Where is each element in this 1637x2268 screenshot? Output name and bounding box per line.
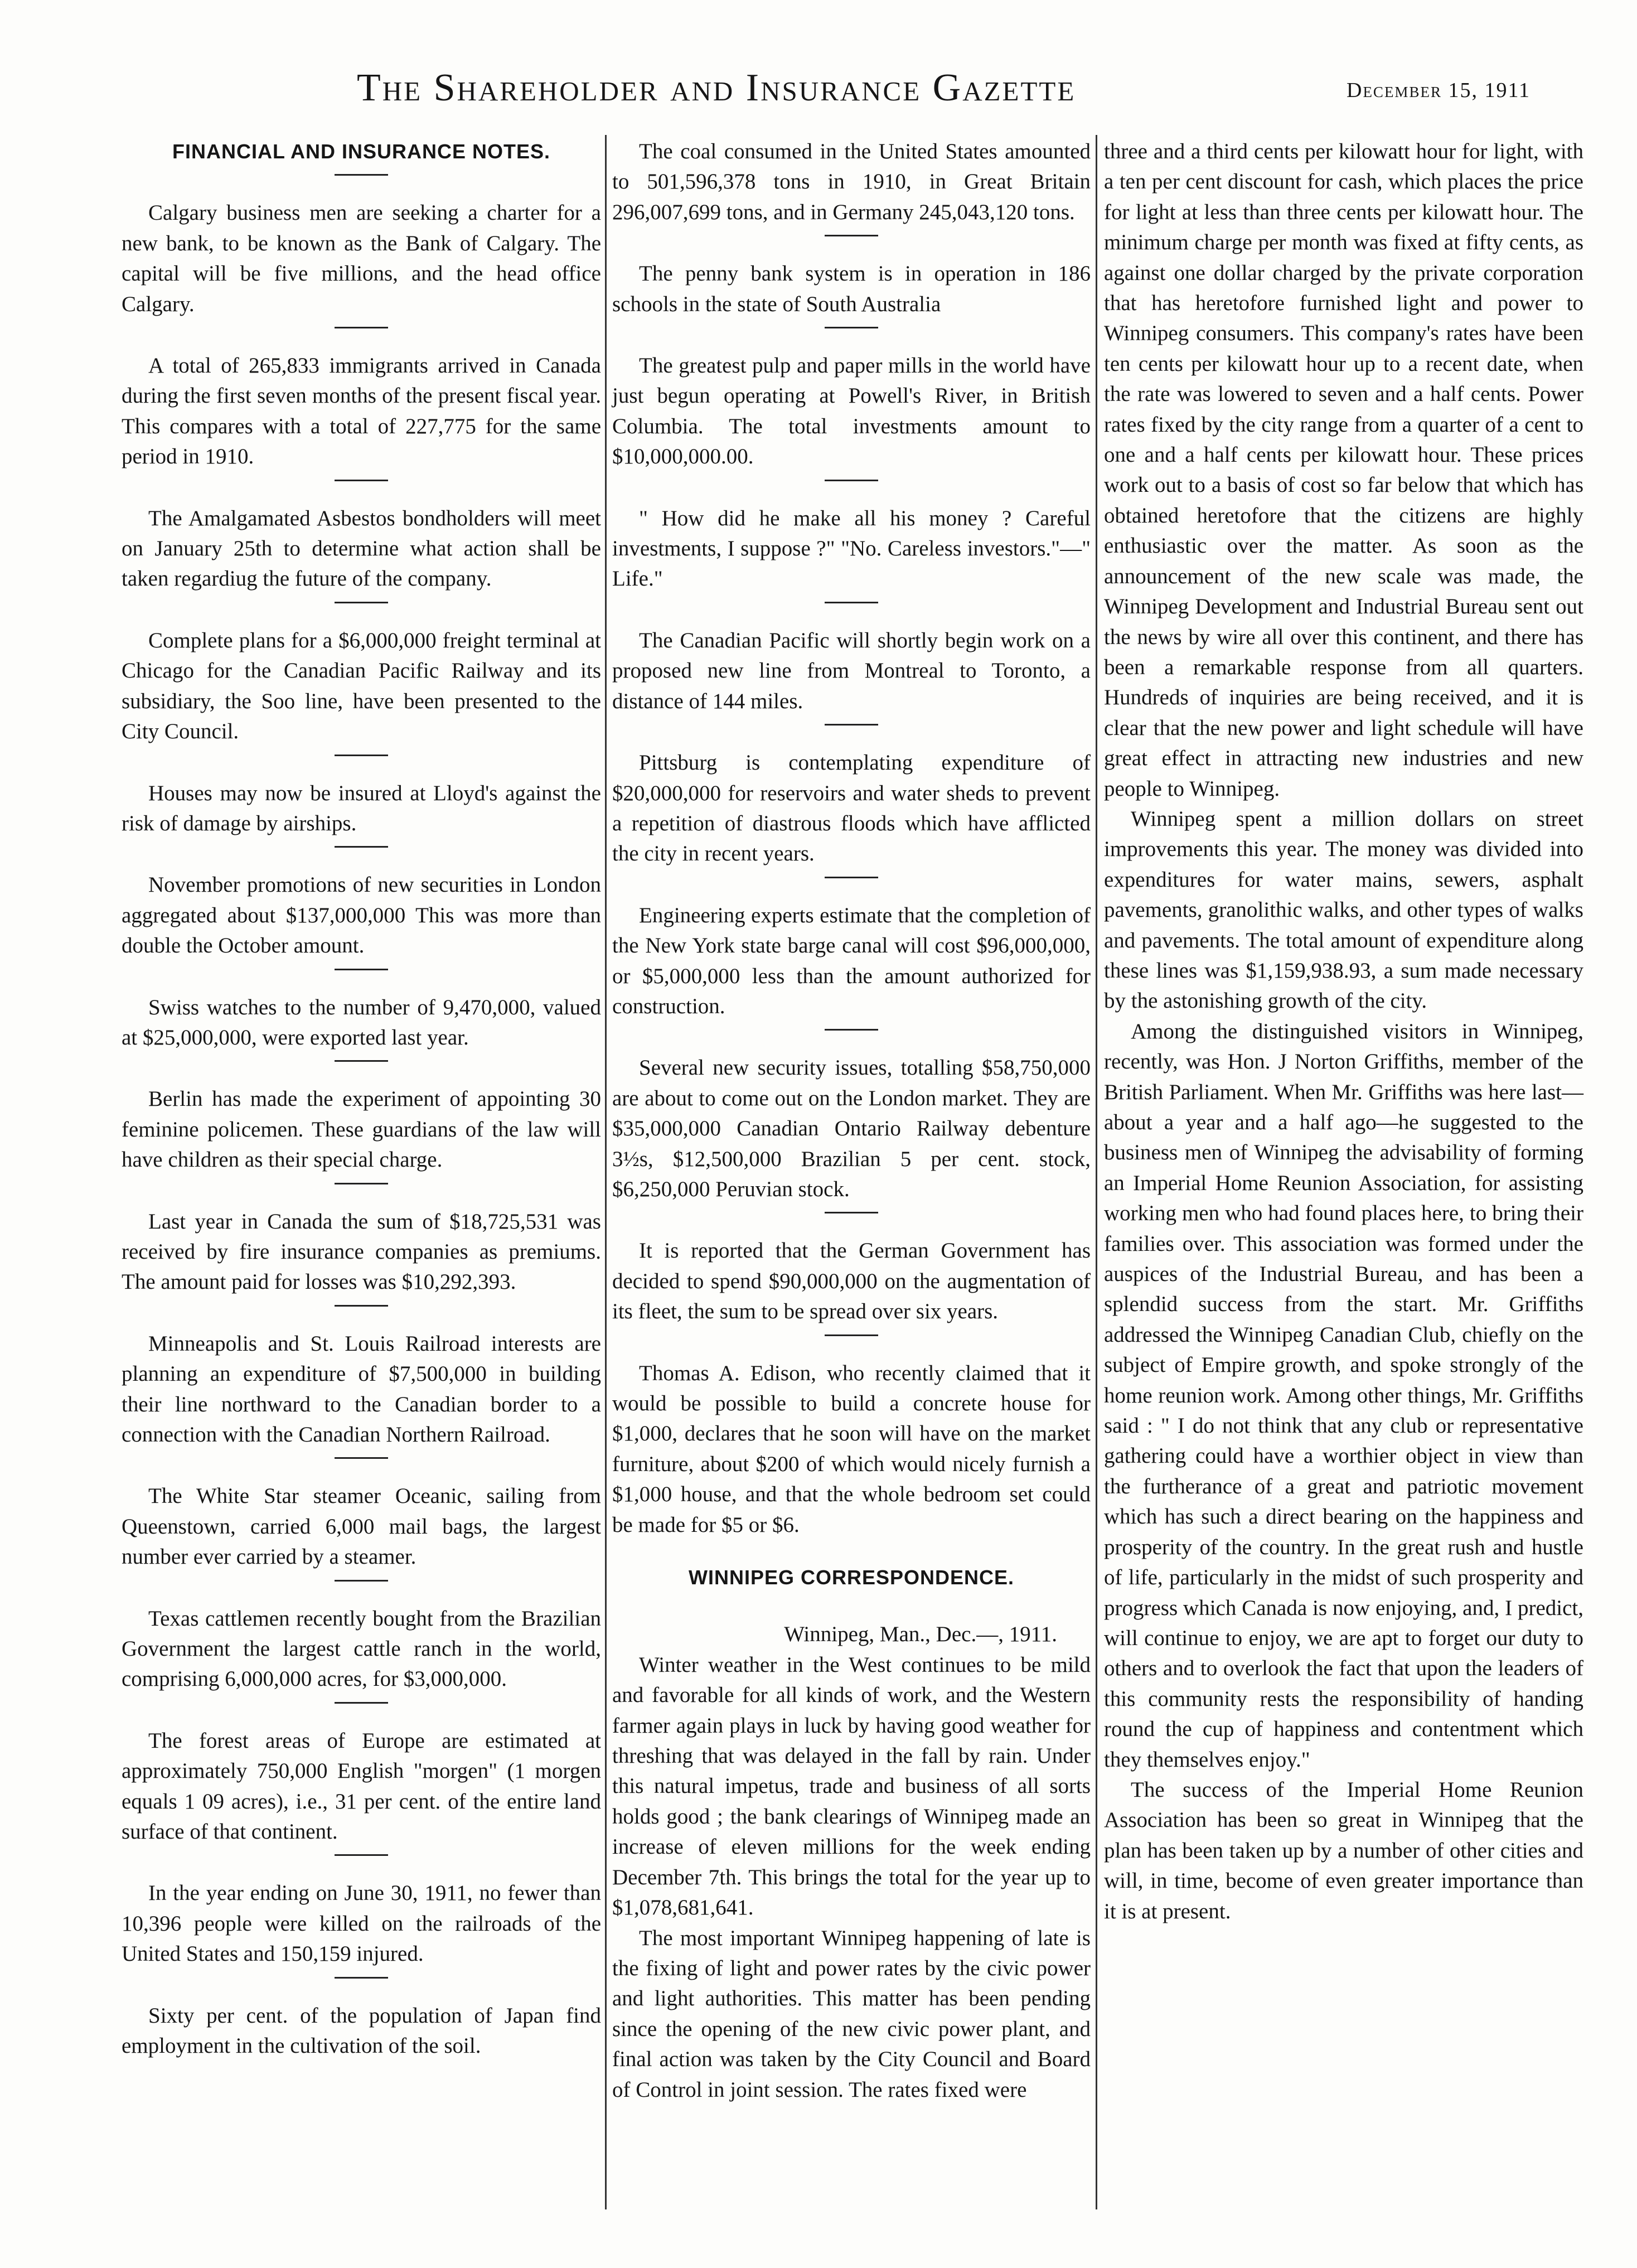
news-item: Pittsburg is contemplating expenditure of $20,000,000 for reservoirs and water sheds to prevent a repetition of diastrous floods which have afflicted the city in recent years.: [612, 751, 1091, 866]
column-notes-continued: [612, 137, 1091, 2105]
separator-rule: [335, 846, 388, 848]
section-heading: FINANCIAL AND INSURANCE NOTES.: [172, 140, 551, 163]
news-item: The Amalgamated Asbestos bondholders will meet on January 25th to determine what action shall be taken regardiug the future of the company.: [122, 506, 601, 591]
news-item: Berlin has made the experiment of appointing 30 feminine policemen. These guardians of the law will have children as their special charge.: [122, 1087, 601, 1172]
spacer: [612, 1540, 1091, 1563]
masthead-title: The Shareholder and Insurance Gazette: [357, 66, 1076, 109]
column-financial-notes: [122, 137, 601, 2062]
separator-rule: [825, 1334, 878, 1336]
separator-rule: [335, 1854, 388, 1856]
separator-rule: [335, 174, 388, 176]
separator-rule: [825, 1029, 878, 1031]
separator-rule: [335, 1977, 388, 1979]
separator-rule: [335, 480, 388, 481]
news-item: November promotions of new securities in London aggregated about $137,000,000 This was more than double the October amount.: [122, 873, 601, 958]
separator-rule: [825, 877, 878, 878]
news-item: " How did he make all his money ? Careful investments, I suppose ?" "No. Careless investors."—" Life.": [612, 506, 1091, 591]
news-item: The penny bank system is in operation in 186 schools in the state of South Australia: [612, 262, 1091, 316]
news-item: The forest areas of Europe are estimated at approximately 750,000 English "morgen" (1 morgen equals 1 09 acres), i.e., 31 per cent. of the entire land surface of that continent.: [122, 1728, 601, 1844]
column-rule: [605, 135, 607, 2209]
separator-rule: [335, 1060, 388, 1062]
issue-date: December 15, 1911: [1347, 79, 1531, 102]
news-item: The White Star steamer Oceanic, sailing from Queenstown, carried 6,000 mail bags, the largest number ever carried by a steamer.: [122, 1484, 601, 1569]
news-item: In the year ending on June 30, 1911, no fewer than 10,396 people were killed on the railroads of the United States and 150,159 injured.: [122, 1881, 601, 1966]
column-rule: [1096, 135, 1097, 2209]
separator-rule: [335, 969, 388, 970]
news-item: Swiss watches to the number of 9,470,000, valued at $25,000,000, were exported last year.: [122, 995, 601, 1050]
news-item: Complete plans for a $6,000,000 freight terminal at Chicago for the Canadian Pacific Railway and its subsidiary, the Soo line, have been presented to the City Council.: [122, 628, 601, 744]
news-item: The Canadian Pacific will shortly begin work on a proposed new line from Montreal to Toronto, a distance of 144 miles.: [612, 628, 1091, 713]
news-item: Houses may now be insured at Lloyd's against the risk of damage by airships.: [122, 781, 601, 835]
column-correspondence-continued: [1104, 137, 1583, 1927]
news-item: Texas cattlemen recently bought from the Brazilian Government the largest cattle ranch in the world, comprising 6,000,000 acres, for $3,000,000.: [122, 1606, 601, 1691]
separator-rule: [335, 1305, 388, 1307]
article-paragraph: Winnipeg spent a million dollars on street improvements this year. The money was divided into expenditures for water mains, sewers, asphalt pavements, granolithic walks, and other types of walks and pavements. The total amount of expenditure along these lines was $1,159,938.93, a sum made necessary by the astonishing growth of the city.: [1104, 806, 1583, 1013]
separator-rule: [335, 1702, 388, 1704]
news-item: The greatest pulp and paper mills in the world have just begun operating at Powell's River, in British Columbia. The total investments amount to $10,000,000.00.: [612, 354, 1091, 469]
separator-rule: [335, 1457, 388, 1459]
news-item: The coal consumed in the United States amounted to 501,596,378 tons in 1910, in Great Britain 296,007,699 tons, and in Germany 245,043,120 tons.: [612, 139, 1091, 224]
separator-rule: [335, 755, 388, 756]
separator-rule: [825, 327, 878, 328]
news-item: Thomas A. Edison, who recently claimed that it would be possible to build a concrete house for $1,000, declares that he soon will have on the market furniture, about $200 of which would nicely furnish a $1,000 house, and that the whole bedroom set could be made for $5 or $6.: [612, 1361, 1091, 1537]
separator-rule: [335, 602, 388, 603]
article-paragraph: Winter weather in the West continues to be mild and favorable for all kinds of work, and the Western farmer again plays in luck by having good weather for threshing that was delayed in the fall by rain. Under this natural impetus, trade and business of all sorts holds good ; the bank clearings of Winnipeg made an increase of eleven millions for the week ending December 7th. This brings the total for the year up to $1,078,681,641.: [612, 1652, 1091, 1920]
article-paragraph: The most important Winnipeg happening of late is the fixing of light and power rates by the civic power and light authorities. This matter has been pending since the opening of the new civic power plant, and final action was taken by the City Council and Board of Control in joint session. The rates fixed were: [612, 1926, 1091, 2102]
news-item: It is reported that the German Government has decided to spend $90,000,000 on the augmentation of its fleet, the sum to be spread over six years.: [612, 1239, 1091, 1324]
article-paragraph: The success of the Imperial Home Reunion Association has been so great in Winnipeg that the plan has been taken up by a number of other cities and will, in time, become of even greater importance than it is at present.: [1104, 1777, 1583, 1923]
news-item: Engineering experts estimate that the completion of the New York state barge canal will cost $96,000,000, or $5,000,000 less than the amount authorized for construction.: [612, 903, 1091, 1018]
separator-rule: [825, 1212, 878, 1213]
separator-rule: [825, 480, 878, 481]
news-item: A total of 265,833 immigrants arrived in Canada during the first seven months of the present fiscal year. This compares with a total of 227,775 for the same period in 1910.: [122, 354, 601, 469]
separator-rule: [335, 1183, 388, 1184]
spacer: [612, 1597, 1091, 1619]
news-item: Several new security issues, totalling $58,750,000 are about to come out on the London market. They are $35,000,000 Canadian Ontario Railway debenture 3½s, $12,500,000 Brazilian 5 per cent. stock, $6,250,000 Peruvian stock.: [612, 1056, 1091, 1201]
correspondence-heading: WINNIPEG CORRESPONDENCE.: [688, 1566, 1015, 1589]
news-item: Calgary business men are seeking a charter for a new bank, to be known as the Bank of Calgary. The capital will be five millions, and the head office Calgary.: [122, 201, 601, 316]
separator-rule: [825, 235, 878, 236]
news-item: Sixty per cent. of the population of Japan find employment in the cultivation of the soil.: [122, 2003, 601, 2058]
article-paragraph: three and a third cents per kilowatt hour for light, with a ten per cent discount for cash, which places the price for light at less than three cents per kilowatt hour. The minimum charge per month was fixed at fifty cents, as against one dollar charged by the private corporation that has heretofore furnished light and power to Winnipeg consumers. This company's rates have been ten cents per kilowatt hour up to a recent date, when the rate was lowered to seven and a half cents. Power rates fixed by the city range from a quarter of a cent to one and a half cents per kilowatt hour. These prices work out to a basis of cost so far below that which has obtained heretofore that the citizens are highly enthusiastic over the matter. As soon as the announcement of the new scale was made, the Winnipeg Development and Industrial Bureau sent out the news by wire all over this continent, and there has been a remarkable response from all quarters. Hundreds of inquiries are being received, and it is clear that the new power and light schedule will have great effect in attracting new industries and new people to Winnipeg.: [1104, 139, 1583, 801]
separator-rule: [825, 602, 878, 603]
separator-rule: [825, 724, 878, 726]
news-item: Last year in Canada the sum of $18,725,531 was received by fire insurance companies as premiums. The amount paid for losses was $10,292,393.: [122, 1209, 601, 1294]
article-paragraph: Among the distinguished visitors in Winnipeg, recently, was Hon. J Norton Griffiths, member of the British Parliament. When Mr. Griffiths was here last—about a year and a half ago—he suggested to the business men of Winnipeg the advisability of forming an Imperial Home Reunion Association, for assisting working men who had found places here, to bring their families over. This association was formed under the auspices of the Industrial Bureau, and has been a splendid success from the start. Mr. Griffiths addressed the Winnipeg Canadian Club, chiefly on the subject of Empire growth, and spoke strongly of the home reunion work. Among other things, Mr. Griffiths said : " I do not think that any club or representative gathering could have a worthier object in view than the furtherance of a great and patriotic movement which has such a direct bearing on the happiness and prosperity of the country. In the great rush and hustle of life, particularly in the midst of such prosperity and progress which Canada is now enjoying, and, I predict, will continue to enjoy, we are apt to forget our duty to others and to overlook the fact that upon the leaders of this community rests the responsibility of handing round the cup of happiness and contentment which they themselves enjoy.": [1104, 1019, 1583, 1772]
news-item: Minneapolis and St. Louis Railroad interests are planning an expenditure of $7,500,000 in building their line northward to the Canadian border to a connection with the Canadian Northern Railroad.: [122, 1331, 601, 1447]
separator-rule: [335, 1580, 388, 1582]
dateline-byline: Winnipeg, Man., Dec.—, 1911.: [784, 1622, 1057, 1647]
separator-rule: [335, 327, 388, 328]
